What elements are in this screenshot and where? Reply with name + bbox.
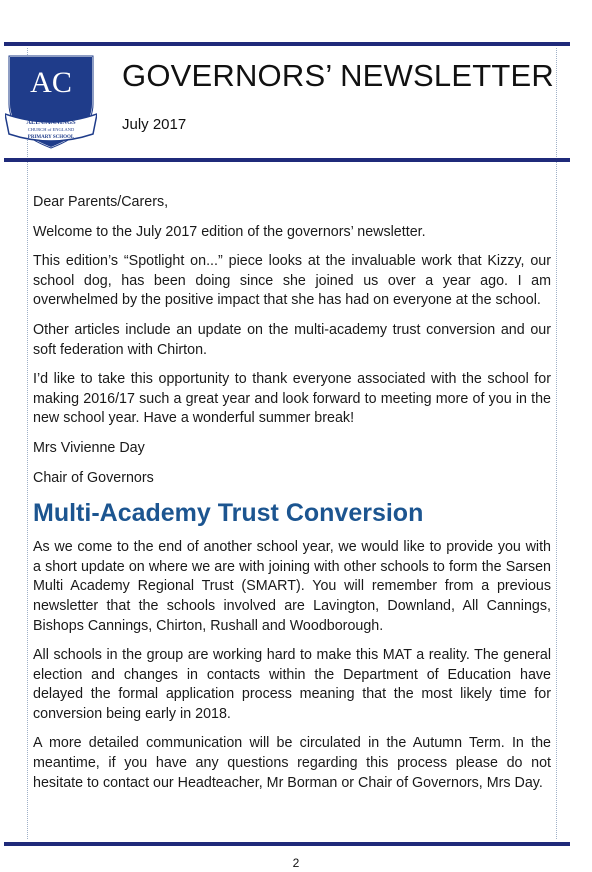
mat-paragraph-2: All schools in the group are working hard to make this MAT a reality. The general election and changes in contacts within the Department of Education have delayed the formal application process meaning that the most likely time for conversion being early in 2018. xyxy=(33,647,551,722)
signature-role: Chair of Governors xyxy=(33,469,154,486)
mat-paragraph-1: As we come to the end of another school year, we would like to provide you with a short update on where we are with joining with other schools to form the Sarsen Multi Academy Regional Trust (SMART). You will remember from a previous newsletter that the schools involved are Lavington, Downland, All Cannings, Bishops Cannings, Chirton, Rushall and Woodborough. xyxy=(33,539,551,634)
crest-banner-line2: CHURCH of ENGLAND xyxy=(27,127,75,132)
letter-paragraph-4: I’d like to take this opportunity to thank everyone associated with the school for making 2016/17 such a great year and look forward to meeting more of you in the new school year. Have a wonderful summer break! xyxy=(33,371,551,427)
section-heading-mat: Multi-Academy Trust Conversion xyxy=(33,499,424,528)
newsletter-body xyxy=(33,193,551,803)
newsletter-title: GOVERNORS’ NEWSLETTER xyxy=(122,58,554,93)
school-crest-logo xyxy=(5,52,97,152)
top-rule xyxy=(4,42,570,46)
crest-banner-line1: ALL CANNINGS xyxy=(26,119,76,126)
header-bottom-rule xyxy=(4,158,570,162)
letter-paragraph-2: This edition’s “Spotlight on...” piece looks at the invaluable work that Kizzy, our school dog, has been doing since she joined us over a year ago. I am overwhelmed by the positive impact that she has had on everyone at the school. xyxy=(33,253,551,309)
page-number: 2 xyxy=(292,856,300,870)
signature-name: Mrs Vivienne Day xyxy=(33,439,145,456)
footer-rule xyxy=(4,842,570,846)
mat-paragraph-3: A more detailed communication will be circulated in the Autumn Term. In the meantime, if you have any questions regarding this process please do not hesitate to contact our Headteacher, Mr Borman or Chair of Governors, Mrs Day. xyxy=(33,735,551,791)
crest-banner-line3: PRIMARY SCHOOL xyxy=(27,135,75,140)
newsletter-date: July 2017 xyxy=(122,116,187,133)
letter-greeting: Dear Parents/Carers, xyxy=(33,194,169,210)
letter-paragraph-3: Other articles include an update on the multi-academy trust conversion and our soft federation with Chirton. xyxy=(33,321,551,358)
letter-paragraph-1: Welcome to the July 2017 edition of the governors’ newsletter. xyxy=(33,223,426,240)
crest-initials: AC xyxy=(30,66,72,99)
